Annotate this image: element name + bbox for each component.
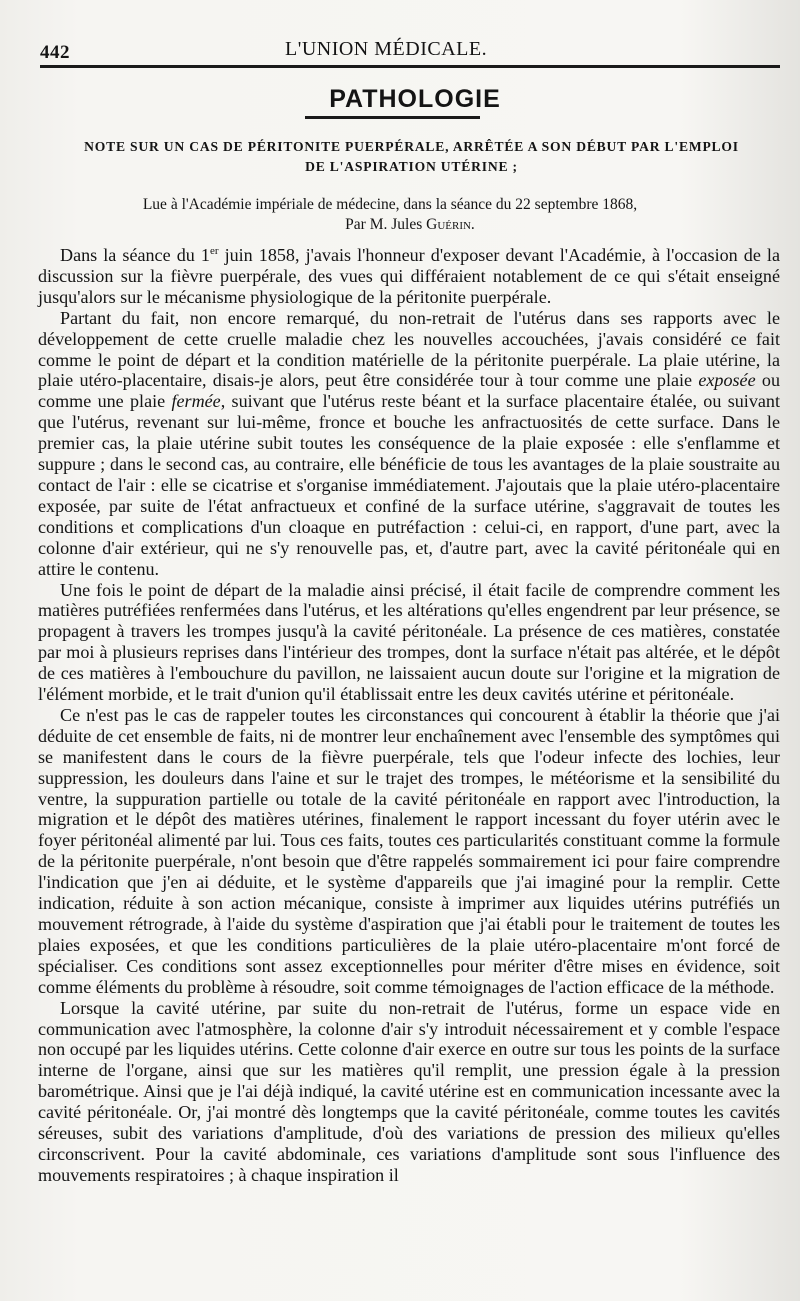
running-head <box>40 30 720 63</box>
article-title-line-2: DE L'ASPIRATION UTÉRINE ; <box>305 159 518 174</box>
lecture-note: Lue à l'Académie impériale de médecine, dans la séance du 22 septembre 1868, <box>142 196 638 213</box>
p2-emphasis-fermee: fermée <box>171 391 221 412</box>
paragraph-5: Lorsque la cavité utérine, par suite du non-retrait de l'utérus, forme un espace vide en communication avec l'atmosphère, la colonne d'air s'y introduit nécessairement et y comble l'espace non occupé par les liquides utérins. Cette colonne d'air exerce en outre sur tous les points de la surface interne de l'organe, ainsi que sur les matières qu'il remplit, une pression égale à la pression barométrique. Ainsi que je l'ai déjà indiqué, la cavité utérine est en communication incessante avec la cavité péritonéale. Or, j'ai montré dès longtemps que la cavité péritonéale, comme toutes les cavités séreuses, subit des variations d'amplitude, d'où des variations de pression des milieux qu'elles circonscrivent. Pour la cavité abdominale, ces variations d'amplitude sont sous l'influence des mouvements respiratoires ; à chaque inspiration il <box>38 997 780 1185</box>
article-body <box>38 245 780 1186</box>
author-prefix: Par M. Jules <box>345 216 423 233</box>
p1-superscript: er <box>209 244 219 257</box>
paragraph-4: Ce n'est pas le cas de rappeler toutes les circonstances qui concourent à établir la théorie que j'ai déduite de cet ensemble de faits, ni de montrer leur enchaînement avec l'ensemble des symptômes qui se manifestent dans le cours de la fièvre puerpérale, tels que l'odeur infecte des lochies, leur suppression, les douleurs dans l'aine et sur le trajet des trompes, le météorisme et la sensibilité du ventre, la suppuration partielle ou totale de la cavité péritonéale en rapport avec l'introduction, la migration et le dépôt des matières utérines, finalement le rapport incessant du foyer utérin avec le foyer péritonéal alimenté par lui. Tous ces faits, toutes ces particularités constituant comme la formule de la péritonite puerpérale, n'ont besoin que d'être rappelés sommairement ici pour faire comprendre l'indication que j'en ai déduite, et le système d'appareils que j'ai imaginé pour la remplir. Cette indication, réduite à son action mécanique, consiste à imprimer aux liquides utérins putréfiés un mouvement rétrograde, à l'aide du système d'aspiration que j'ai établi pour le traitement de toutes les plaies exposées, et que les conditions particulières de la plaie utéro-placentaire m'ont forcé de spécialiser. Ces conditions sont assez exceptionnelles pour mériter d'être mises en évidence, soit comme éléments du problème à résoudre, soit comme témoignages de l'action efficace de la méthode. <box>38 704 780 997</box>
article-title <box>45 137 778 177</box>
paragraph-2 <box>38 308 780 580</box>
journal-title: L'UNION MÉDICALE. <box>285 38 488 60</box>
article-title-line-1: NOTE SUR UN CAS DE PÉRITONITE PUERPÉRALE, ARRÊTÉE A SON DÉBUT PAR L'EMPLOI <box>84 139 739 154</box>
p1-text-a: Dans la séance du 1 <box>60 245 210 265</box>
paragraph-3: Une fois le point de départ de la maladie ainsi précisé, il était facile de comprendre comment les matières putréfiées renfermées dans l'utérus, et les altérations qu'elles engendrent par leur présence, se propagent à travers les trompes jusqu'à la cavité péritonéale. La présence de ces matières, constatée par moi à plusieurs reprises dans l'intérieur des trompes, dont la surface n'était pas altérée, et le dépôt de ces matières à l'embouchure du pavillon, ne laissaient aucun doute sur l'origine et la migration de l'élément morbide, et le trait d'union qu'il établissait entre les deux cavités utérine et péritonéale. <box>38 579 780 705</box>
p2-text-a: Partant du fait, non encore remarqué, du non-retrait de l'utérus dans ses rapports avec le développement de cette cruelle maladie chez les nouvelles accouchées, j'avais considéré ce fait comme le point de départ et la condition matérielle de la péritonite puerpérale. La plaie utérine, la plaie utéro-placentaire, disais-je alors, peut être considérée tour à tour comme une plaie <box>38 307 780 391</box>
page-number: 442 <box>40 42 70 63</box>
paragraph-1 <box>38 245 780 308</box>
p2-emphasis-exposee: exposée <box>698 370 756 391</box>
p2-text-b: ou comme une plaie <box>38 370 780 412</box>
p1-text-b: juin 1858, j'avais l'honneur d'exposer devant l'Académie, à l'occasion de la discussion sur la fièvre puerpérale, des vues qui différaient notablement de ce qui s'était enseigné jusqu'alors sur le mécanisme physiologique de la péritonite puerpérale. <box>38 245 780 307</box>
author-line <box>60 215 720 235</box>
header-rule <box>40 65 780 68</box>
p2-text-c: , suivant que l'utérus reste béant et la surface placentaire étalée, ou suivant que l'utérus, revenant sur lui-même, fronce et bouche les anfractuosités de cette surface. Dans le premier cas, la plaie utérine subit toutes les conséquence de la plaie exposée : elle s'enflamme et suppure ; dans le second cas, au contraire, elle bénéficie de tous les avantages de la plaie soustraite au contact de l'air : elle se cicatrise et s'organise immédiatement. J'ajoutais que la plaie utéro-placentaire exposée, par suite de l'état anfractueux et confiné de la surface utérine, s'aggravait de toutes les conditions et complications d'un cloaque en putréfaction : celui-ci, en rapport, d'une part, avec la colonne d'air extérieur, qui ne s'y renouvelle pas, et, d'autre part, avec la cavité péritonéale qui en attire le contenu. <box>38 391 780 579</box>
section-title: PATHOLOGIE <box>329 85 501 113</box>
author-name: Guérin. <box>426 216 475 233</box>
section-rule <box>305 116 480 119</box>
